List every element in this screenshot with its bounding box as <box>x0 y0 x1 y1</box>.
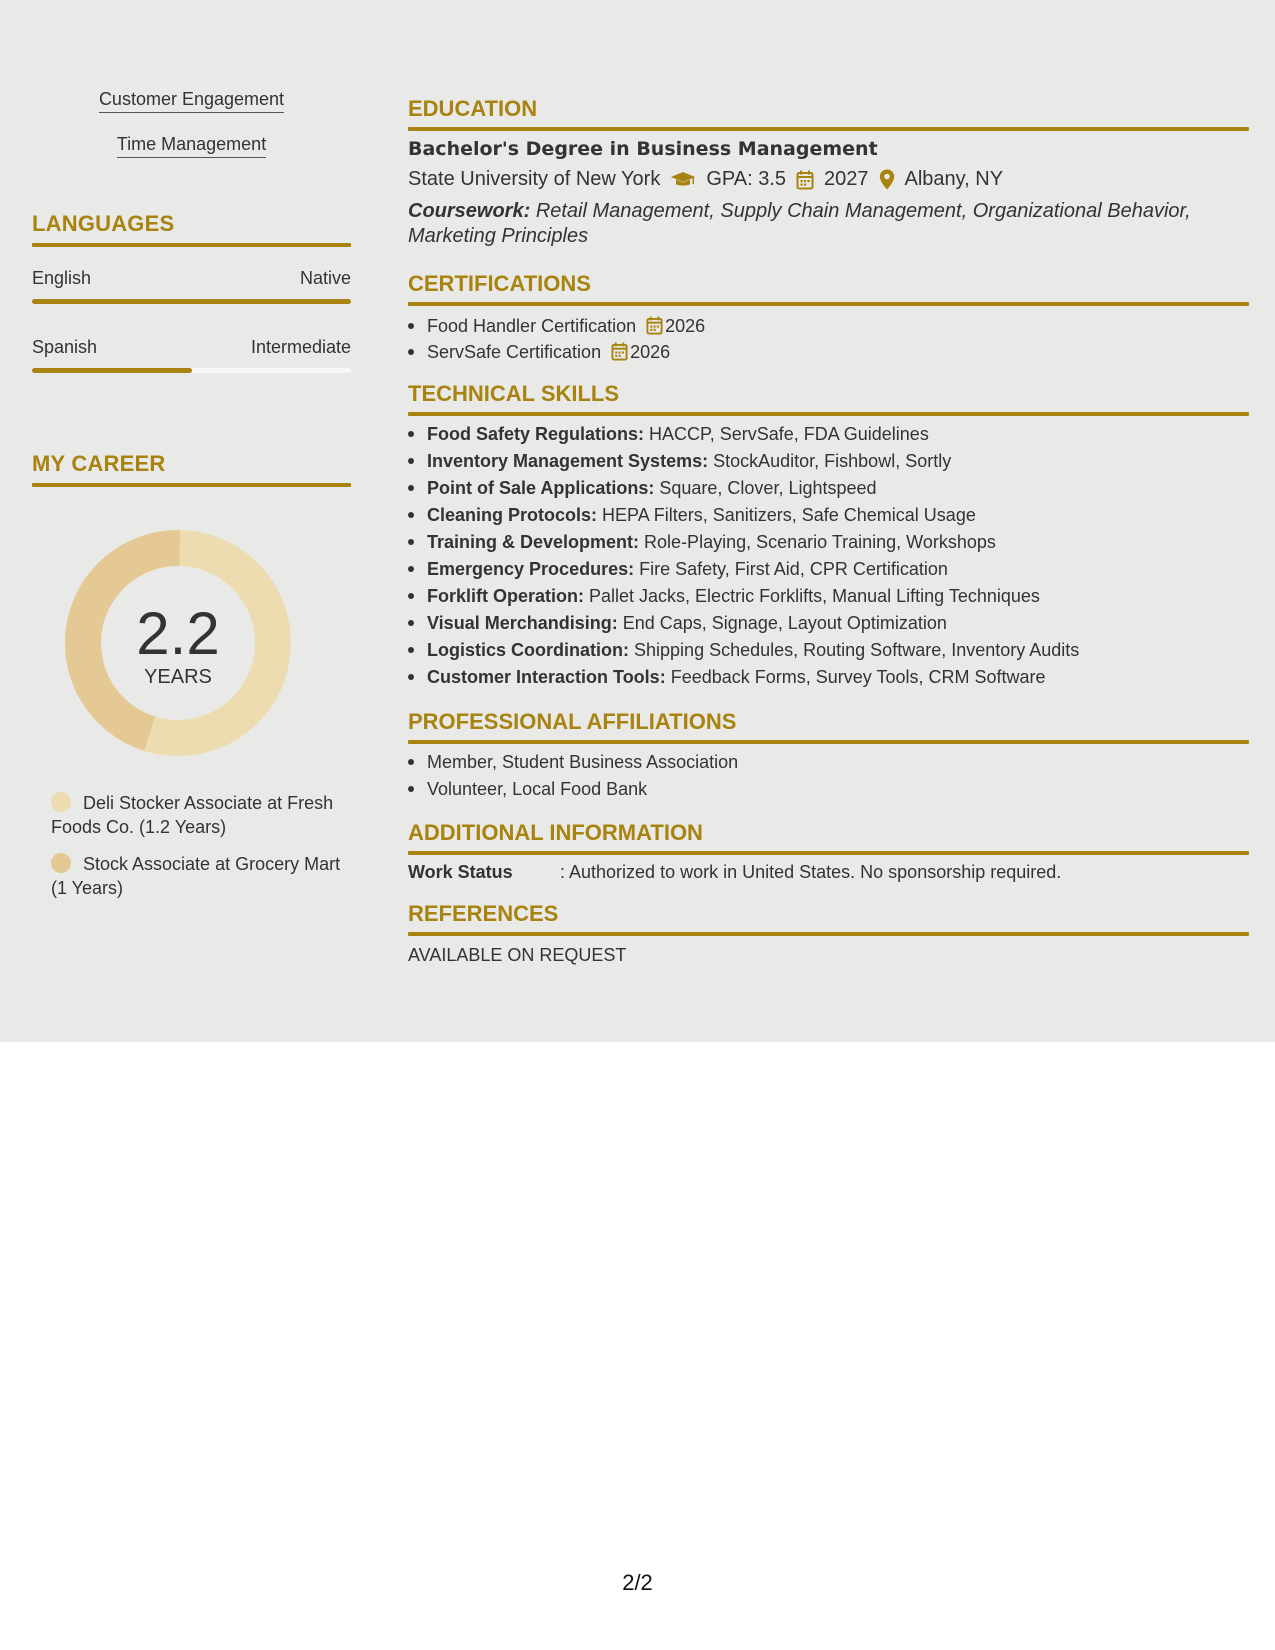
calendar-icon <box>611 342 628 361</box>
skill-item: Point of Sale Applications: Square, Clover, Lightspeed <box>408 475 1249 502</box>
skill-item: Emergency Procedures: Fire Safety, First Aid, CPR Certification <box>408 556 1249 583</box>
coursework <box>408 199 1249 249</box>
education-meta <box>408 168 1249 191</box>
section-rule <box>408 302 1249 306</box>
affiliation-item: Member, Student Business Association <box>408 749 1249 776</box>
career-legend-item <box>51 791 341 839</box>
education-title: EDUCATION <box>408 96 538 121</box>
section-rule <box>408 127 1249 131</box>
calendar-icon <box>796 170 814 190</box>
coursework-list: Retail Management, Supply Chain Management, Organizational Behavior, Marketing Principles <box>408 200 1191 247</box>
affiliations-section <box>408 709 1249 744</box>
section-rule <box>408 932 1249 936</box>
gpa: GPA: 3.5 <box>706 168 787 190</box>
language-bar-fill <box>32 299 351 304</box>
technical-skills-title: TECHNICAL SKILLS <box>408 381 620 406</box>
coursework-label: Coursework: <box>408 200 531 222</box>
section-rule <box>32 243 351 247</box>
career-legend-item <box>51 852 341 900</box>
certifications-section <box>408 271 1249 306</box>
skill-chip: Time Management <box>32 133 351 158</box>
language-level: Native <box>299 268 351 288</box>
career-total-years: 2.2 <box>136 600 220 667</box>
section-rule <box>408 851 1249 855</box>
work-status-value: : Authorized to work in United States. No sponsorship required. <box>560 862 1062 882</box>
school-name: State University of New York <box>408 168 661 190</box>
affiliations-title: PROFESSIONAL AFFILIATIONS <box>408 709 737 734</box>
skill-item: Food Safety Regulations: HACCP, ServSafe, FDA Guidelines <box>408 421 1249 448</box>
career-donut-chart <box>65 530 291 756</box>
degree-title: Bachelor's Degree in Business Management <box>408 138 878 160</box>
technical-skills-section <box>408 381 1249 416</box>
legend-dot <box>51 853 71 873</box>
skill-item: Inventory Management Systems: StockAuditor, Fishbowl, Sortly <box>408 448 1249 475</box>
language-row <box>32 268 351 289</box>
affiliation-item: Volunteer, Local Food Bank <box>408 776 1249 803</box>
languages-title: LANGUAGES <box>32 211 175 236</box>
skill-chip: Customer Engagement <box>32 88 351 113</box>
work-status-label: Work Status <box>408 862 513 882</box>
education-location: Albany, NY <box>904 168 1004 190</box>
languages-section <box>32 211 351 247</box>
certification-year: 2026 <box>630 342 671 362</box>
certification-item <box>408 313 1249 339</box>
additional-info-section <box>408 820 1249 855</box>
language-row <box>32 337 351 358</box>
graduation-year: 2027 <box>824 168 869 190</box>
section-rule <box>408 740 1249 744</box>
language-level: Intermediate <box>250 337 351 357</box>
language-name: Spanish <box>32 337 98 357</box>
additional-info-title: ADDITIONAL INFORMATION <box>408 820 703 845</box>
skill-item: Visual Merchandising: End Caps, Signage, Layout Optimization <box>408 610 1249 637</box>
language-bar-fill <box>32 368 192 373</box>
certifications-list <box>408 313 1249 365</box>
work-status-row <box>408 862 1249 883</box>
references-title: REFERENCES <box>408 901 559 926</box>
language-bar <box>32 299 351 304</box>
certification-name: ServSafe Certification <box>427 342 602 362</box>
skill-item: Forklift Operation: Pallet Jacks, Electric Forklifts, Manual Lifting Techniques <box>408 583 1249 610</box>
skill-item: Customer Interaction Tools: Feedback Forms, Survey Tools, CRM Software <box>408 664 1249 691</box>
references-section <box>408 901 1249 936</box>
location-pin-icon <box>879 169 895 190</box>
education-section <box>408 96 1249 131</box>
career-title: MY CAREER <box>32 451 166 476</box>
references-text: AVAILABLE ON REQUEST <box>408 945 627 965</box>
technical-skills-list <box>408 421 1249 691</box>
skill-item: Training & Development: Role-Playing, Scenario Training, Workshops <box>408 529 1249 556</box>
career-legend-label: Deli Stocker Associate at Fresh Foods Co. (1.2 Years) <box>51 793 334 837</box>
career-section <box>32 451 351 487</box>
page-number: 2/2 <box>622 1570 653 1595</box>
section-rule <box>32 483 351 487</box>
calendar-icon <box>646 316 663 335</box>
career-years-unit: YEARS <box>144 666 212 688</box>
certification-year: 2026 <box>665 316 706 336</box>
language-bar <box>32 368 351 373</box>
language-name: English <box>32 268 92 288</box>
legend-dot <box>51 792 71 812</box>
section-rule <box>408 412 1249 416</box>
skill-item: Cleaning Protocols: HEPA Filters, Sanitizers, Safe Chemical Usage <box>408 502 1249 529</box>
skill-item: Logistics Coordination: Shipping Schedules, Routing Software, Inventory Audits <box>408 637 1249 664</box>
certifications-title: CERTIFICATIONS <box>408 271 591 296</box>
certification-name: Food Handler Certification <box>427 316 637 336</box>
graduation-cap-icon <box>670 171 696 189</box>
certification-item <box>408 339 1249 365</box>
career-legend-label: Stock Associate at Grocery Mart (1 Years) <box>51 854 341 898</box>
affiliations-list <box>408 749 1249 803</box>
